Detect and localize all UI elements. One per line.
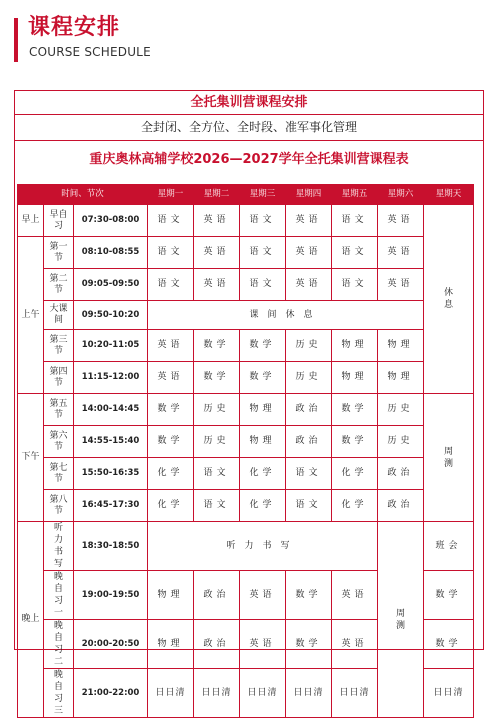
cell: 化学 (240, 458, 286, 490)
row-time: 20:00-20:50 (74, 620, 148, 669)
table-row (18, 237, 474, 269)
row-label: 早自习 (44, 205, 74, 237)
cell: 数学 (148, 426, 194, 458)
cell: 英语 (378, 237, 424, 269)
cell: 英语 (286, 269, 332, 301)
sunday-cell: 数学 (424, 571, 474, 620)
page-title: 课程安排 (28, 15, 121, 40)
row-time: 09:05-09:50 (74, 269, 148, 301)
cell: 英语 (240, 620, 286, 669)
row-time: 09:50-10:20 (74, 301, 148, 330)
cell: 化学 (332, 458, 378, 490)
cell: 数学 (148, 394, 194, 426)
cell: 化学 (148, 490, 194, 522)
period-evening: 晚上 (18, 522, 44, 718)
cell: 物理 (240, 426, 286, 458)
sunday-weekly-test: 周测 (424, 394, 474, 522)
cell: 英语 (378, 205, 424, 237)
row-label: 第四节 (44, 362, 74, 394)
cell: 日日清 (194, 669, 240, 718)
header-mon: 星期一 (148, 185, 194, 205)
row-label: 第三节 (44, 330, 74, 362)
cell: 英语 (286, 237, 332, 269)
cell: 数学 (332, 426, 378, 458)
cell: 政治 (378, 490, 424, 522)
cell: 英语 (286, 205, 332, 237)
cell: 政治 (286, 426, 332, 458)
row-label: 听力书写 (44, 522, 74, 571)
row-label: 第六节 (44, 426, 74, 458)
row-time: 07:30-08:00 (74, 205, 148, 237)
sunday-class-meeting: 班会 (424, 522, 474, 571)
cell: 英语 (194, 205, 240, 237)
cell: 语文 (332, 269, 378, 301)
cell: 数学 (240, 330, 286, 362)
cell: 英语 (148, 330, 194, 362)
cell: 数学 (332, 394, 378, 426)
row-label: 晚自习二 (44, 620, 74, 669)
cell: 政治 (194, 571, 240, 620)
cell: 历史 (194, 394, 240, 426)
row-label: 第八节 (44, 490, 74, 522)
cell: 数学 (286, 571, 332, 620)
sunday-cell: 数学 (424, 620, 474, 669)
sunday-cell: 日日清 (424, 669, 474, 718)
row-time: 19:00-19:50 (74, 571, 148, 620)
table-row (18, 458, 474, 490)
saturday-weekly-test: 周测 (378, 522, 424, 718)
cell: 历史 (286, 330, 332, 362)
period-morning: 上午 (18, 237, 44, 394)
table-row (18, 330, 474, 362)
period-morning-early: 早上 (18, 205, 44, 237)
cell: 数学 (194, 362, 240, 394)
cell: 语文 (148, 237, 194, 269)
row-label: 晚自习一 (44, 571, 74, 620)
header-thu: 星期四 (286, 185, 332, 205)
cell: 英语 (378, 269, 424, 301)
cell: 数学 (240, 362, 286, 394)
cell: 语文 (286, 490, 332, 522)
row-label: 晚自习三 (44, 669, 74, 718)
row-label: 第七节 (44, 458, 74, 490)
row-time: 10:20-11:05 (74, 330, 148, 362)
table-row (18, 394, 474, 426)
cell: 数学 (286, 620, 332, 669)
cell: 日日清 (332, 669, 378, 718)
cell: 语文 (240, 237, 286, 269)
header-time: 时间、节次 (18, 185, 148, 205)
listening-cell: 听力书写 (148, 522, 378, 571)
schedule-table (17, 184, 474, 718)
cell: 英语 (148, 362, 194, 394)
cell: 语文 (332, 237, 378, 269)
page-header (14, 8, 484, 60)
header-wed: 星期三 (240, 185, 286, 205)
cell: 日日清 (148, 669, 194, 718)
row-label: 第一节 (44, 237, 74, 269)
table-header-row (18, 185, 474, 205)
cell: 历史 (378, 394, 424, 426)
row-time: 15:50-16:35 (74, 458, 148, 490)
cell: 物理 (378, 330, 424, 362)
cell: 历史 (378, 426, 424, 458)
table-row (18, 301, 474, 330)
cell: 英语 (240, 571, 286, 620)
cell: 政治 (286, 394, 332, 426)
panel-title: 全托集训营课程安排 (15, 91, 483, 115)
cell: 语文 (148, 269, 194, 301)
cell: 英语 (194, 237, 240, 269)
cell: 物理 (148, 571, 194, 620)
cell: 化学 (148, 458, 194, 490)
header-fri: 星期五 (332, 185, 378, 205)
cell: 英语 (332, 571, 378, 620)
cell: 政治 (194, 620, 240, 669)
cell: 日日清 (286, 669, 332, 718)
table-row (18, 269, 474, 301)
cell: 日日清 (240, 669, 286, 718)
table-row (18, 362, 474, 394)
cell: 语文 (240, 269, 286, 301)
cell: 数学 (194, 330, 240, 362)
cell: 物理 (332, 330, 378, 362)
cell: 语文 (240, 205, 286, 237)
row-label: 大课间 (44, 301, 74, 330)
cell: 语文 (286, 458, 332, 490)
row-time: 18:30-18:50 (74, 522, 148, 571)
accent-bar (14, 18, 18, 62)
row-label: 第二节 (44, 269, 74, 301)
row-time: 16:45-17:30 (74, 490, 148, 522)
page-subtitle: COURSE SCHEDULE (29, 45, 151, 59)
cell: 物理 (332, 362, 378, 394)
cell: 化学 (332, 490, 378, 522)
cell: 历史 (194, 426, 240, 458)
period-afternoon: 下午 (18, 394, 44, 522)
cell: 语文 (148, 205, 194, 237)
sunday-rest: 休息 (424, 205, 474, 394)
cell: 物理 (148, 620, 194, 669)
panel-subtitle: 全封闭、全方位、全时段、准军事化管理 (15, 115, 483, 141)
cell: 政治 (378, 458, 424, 490)
row-time: 21:00-22:00 (74, 669, 148, 718)
cell: 语文 (194, 490, 240, 522)
cell: 语文 (194, 458, 240, 490)
row-time: 11:15-12:00 (74, 362, 148, 394)
row-label: 第五节 (44, 394, 74, 426)
table-row (18, 522, 474, 571)
table-title: 重庆奥林高辅学校2026—2027学年全托集训营课程表 (89, 152, 409, 167)
cell: 语文 (332, 205, 378, 237)
break-cell: 课间休息 (148, 301, 424, 330)
table-row (18, 490, 474, 522)
table-row (18, 205, 474, 237)
cell: 物理 (240, 394, 286, 426)
cell: 化学 (240, 490, 286, 522)
cell: 英语 (332, 620, 378, 669)
table-row (18, 426, 474, 458)
header-sun: 星期天 (424, 185, 474, 205)
cell: 英语 (194, 269, 240, 301)
cell: 物理 (378, 362, 424, 394)
row-time: 14:00-14:45 (74, 394, 148, 426)
row-time: 08:10-08:55 (74, 237, 148, 269)
row-time: 14:55-15:40 (74, 426, 148, 458)
header-tue: 星期二 (194, 185, 240, 205)
header-sat: 星期六 (378, 185, 424, 205)
cell: 历史 (286, 362, 332, 394)
